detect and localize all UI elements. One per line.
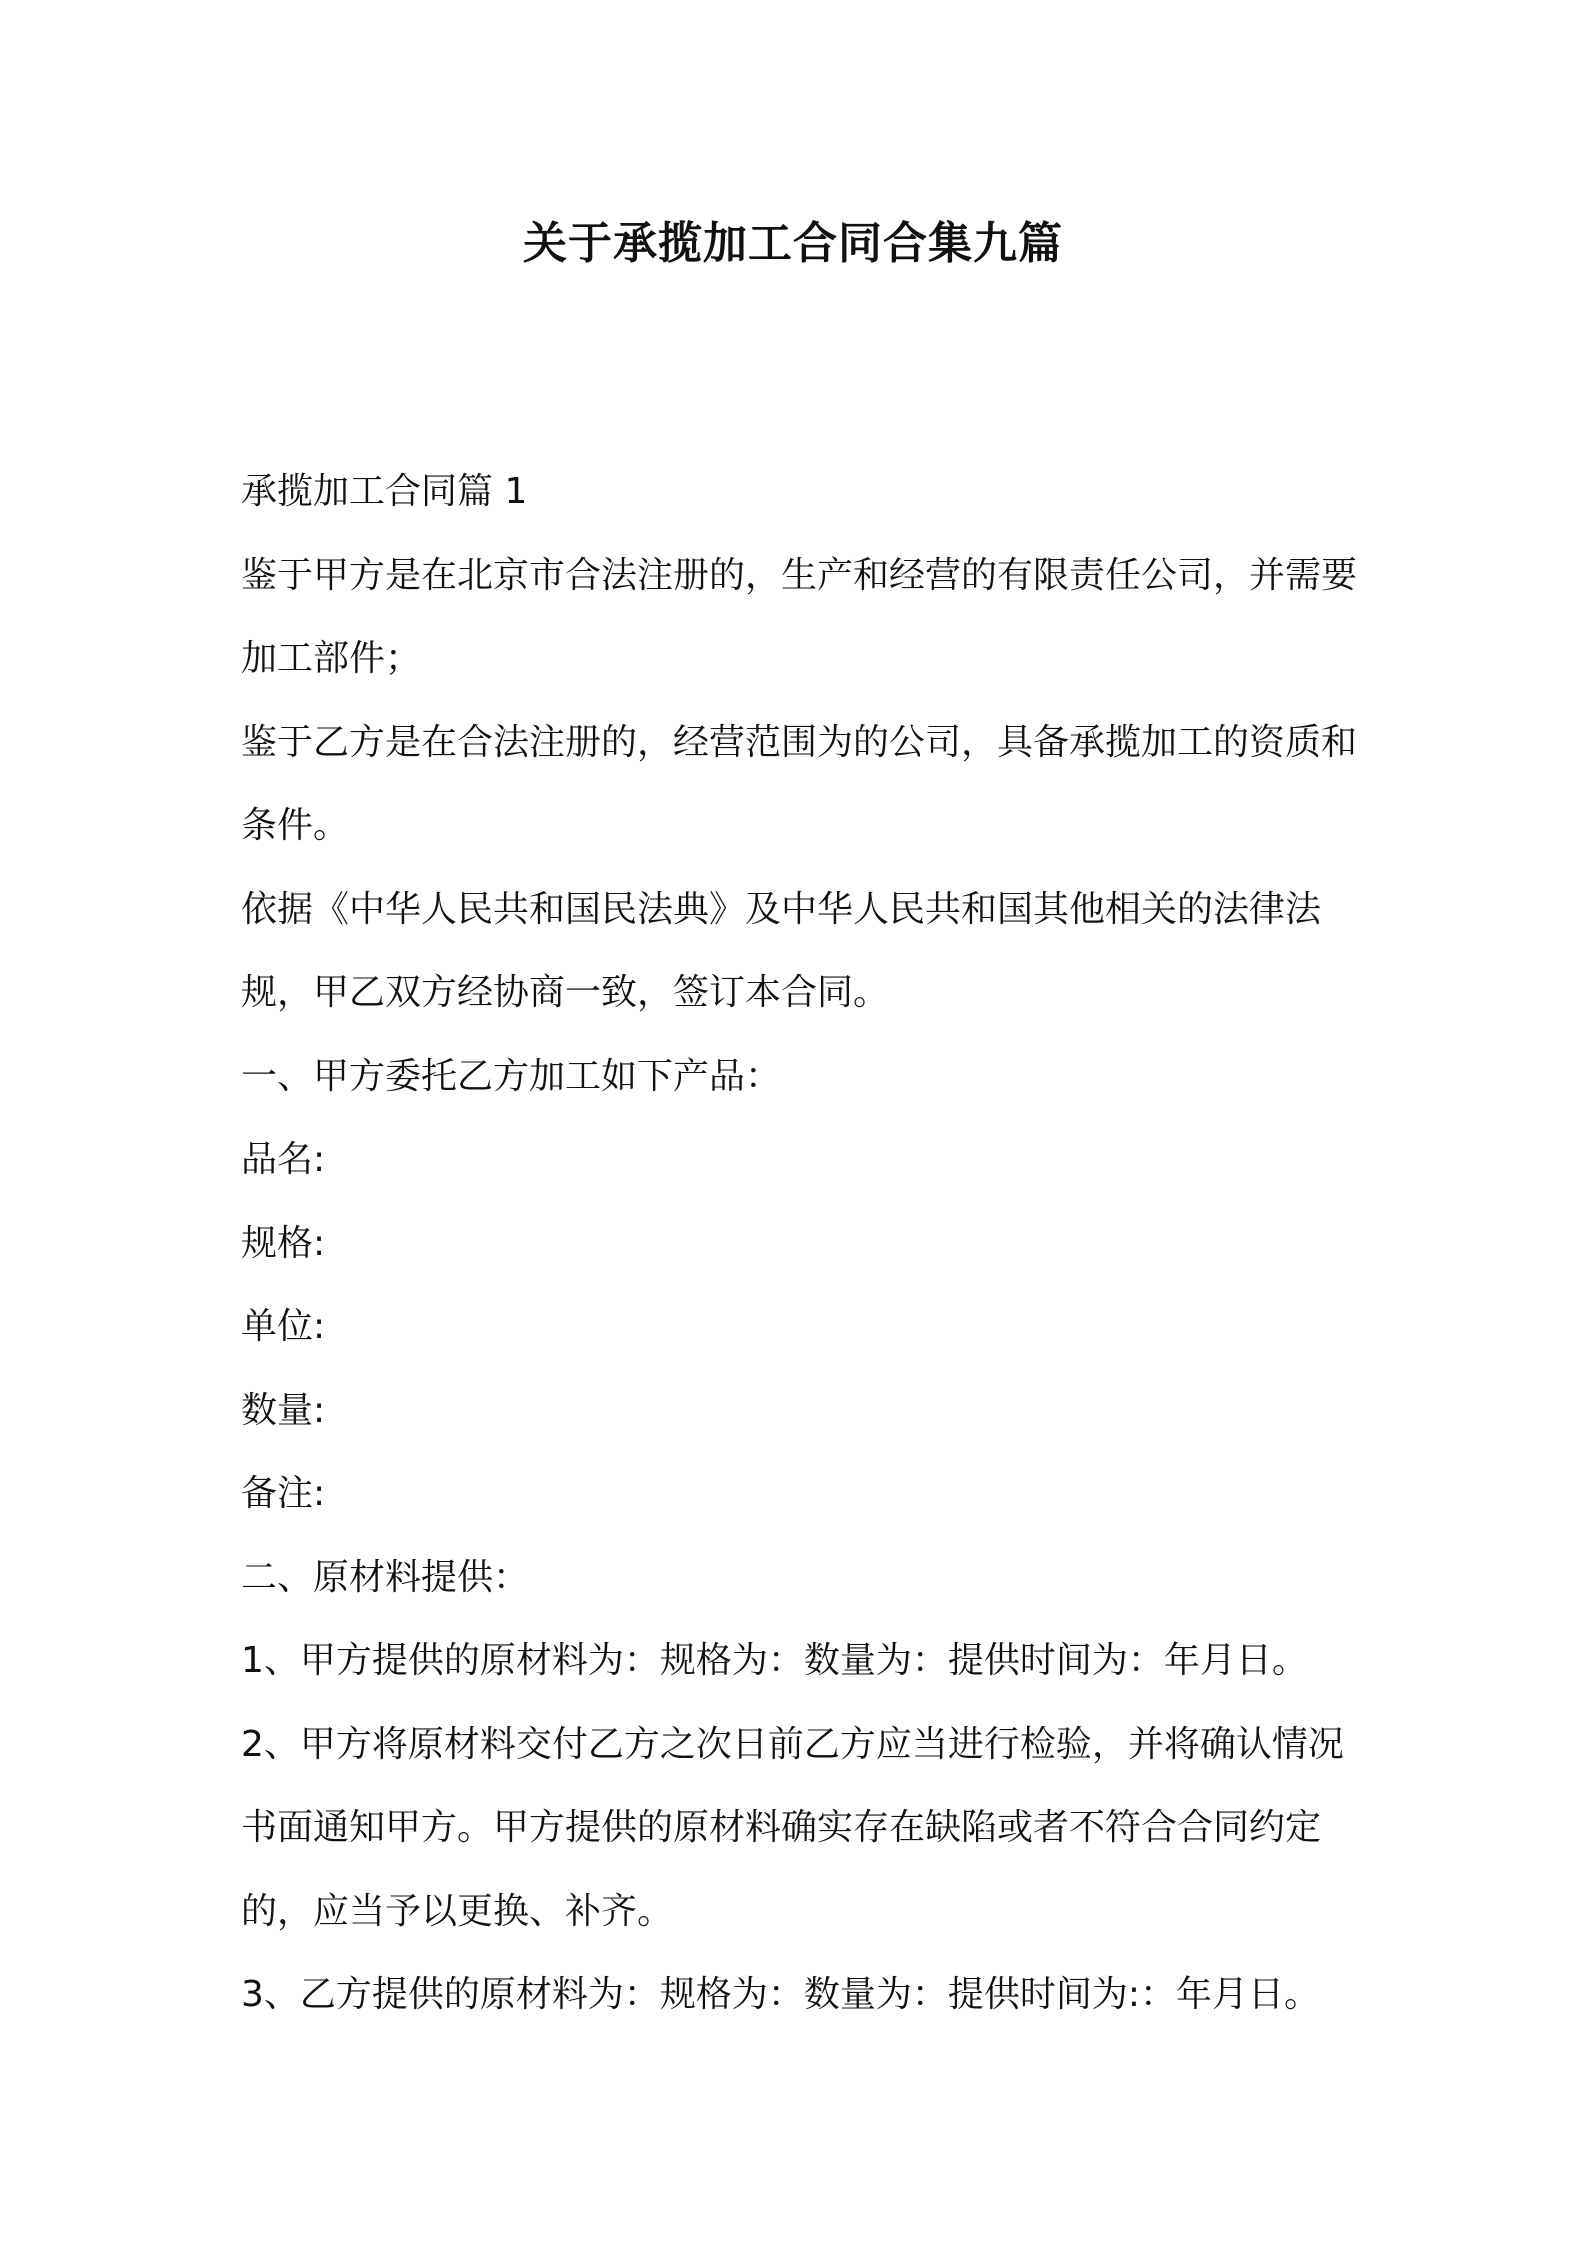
document-title: 关于承揽加工合同合集九篇 <box>523 218 1063 269</box>
clause-heading-materials: 二、原材料提供： <box>241 1556 530 1598</box>
clause-item-1: 1、甲方提供的原材料为：规格为：数量为：提供时间为：年月日。 <box>241 1640 1308 1681</box>
field-remarks: 备注: <box>241 1473 326 1514</box>
field-product-name: 品名: <box>241 1139 326 1180</box>
clause-item-3: 3、乙方提供的原材料为：规格为：数量为：提供时间为:：年月日。 <box>241 1974 1321 2015</box>
legal-basis: 依据《中华人民共和国民法典》及中华人民共和国其他相关的法律法规，甲乙双方经协商一致，签订本合同。 <box>241 888 1322 1013</box>
recital-party-a: 鉴于甲方是在北京市合法注册的，生产和经营的有限责任公司，并需要加工部件； <box>241 554 1358 679</box>
section-heading: 承揽加工合同篇 1 <box>241 471 528 512</box>
field-specification: 规格: <box>241 1222 326 1264</box>
recital-party-b: 鉴于乙方是在合法注册的，经营范围为的公司，具备承揽加工的资质和条件。 <box>241 721 1358 846</box>
clause-heading-products: 一、甲方委托乙方加工如下产品： <box>241 1055 782 1097</box>
field-quantity: 数量: <box>241 1389 326 1431</box>
clause-item-2: 2、甲方将原材料交付乙方之次日前乙方应当进行检验，并将确认情况书面通知甲方。甲方提供的原材料确实存在缺陷或者不符合合同约定的，应当予以更换、补齐。 <box>241 1723 1344 1932</box>
field-unit: 单位: <box>241 1306 326 1347</box>
document-body <box>241 450 1361 2037</box>
